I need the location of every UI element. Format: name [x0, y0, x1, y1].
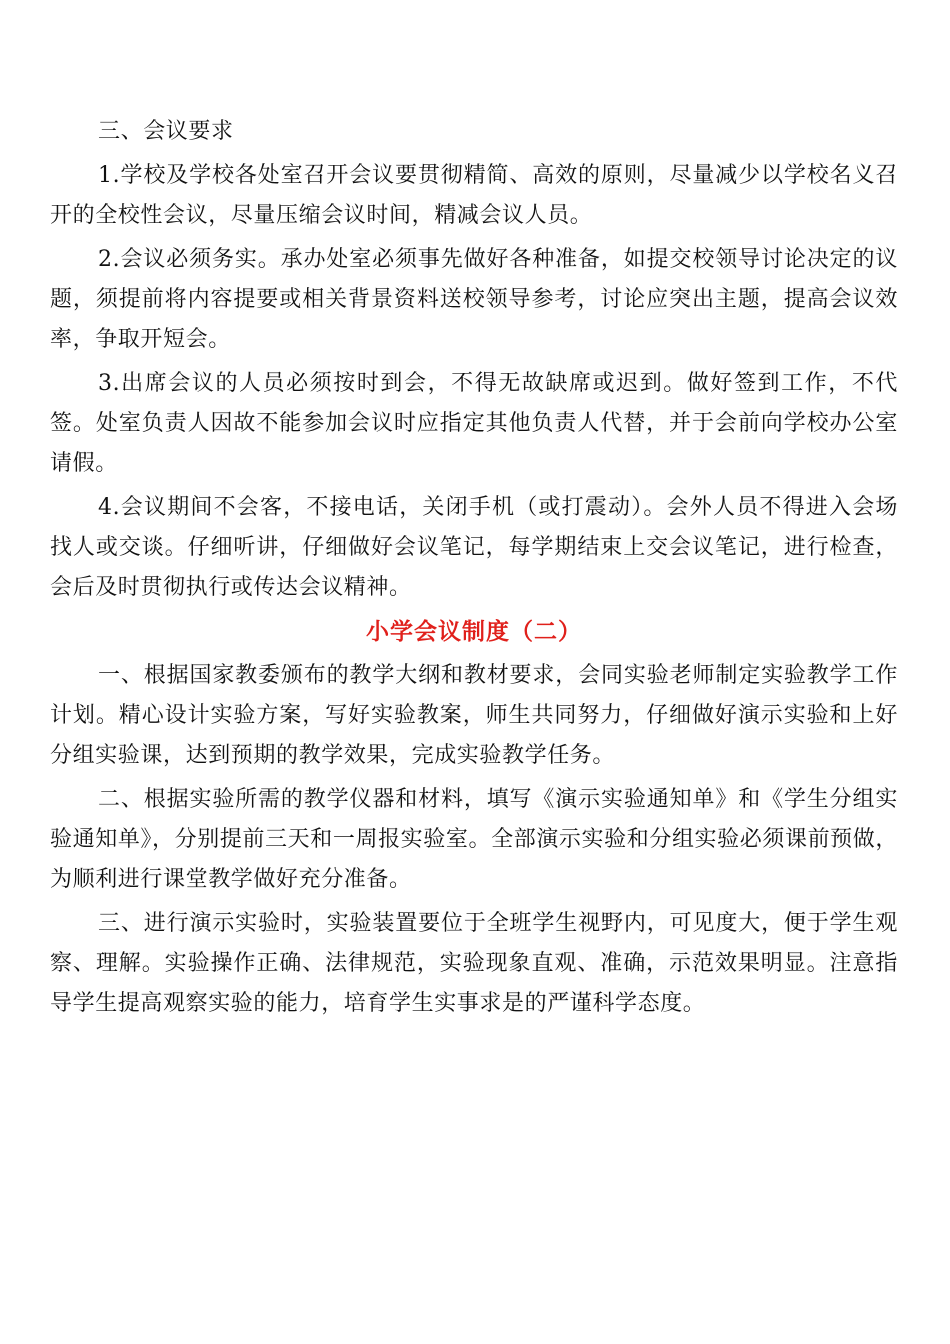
section-heading-meeting-requirements: 三、会议要求 — [98, 119, 234, 144]
paragraph-rule-2: 二、根据实验所需的教学仪器和材料，填写《演示实验通知单》和《学生分组实验通知单》，分别提前三天和一周报实验室。全部演示实验和分组实验必须课前预做，为顺利进行课堂教学做好充分准备。 — [50, 787, 898, 892]
document-title: 小学会议制度（二） — [366, 618, 582, 645]
paragraph-item-1: 1.学校及学校各处室召开会议要贯彻精简、高效的原则，尽量减少以学校名义召开的全校性会议，尽量压缩会议时间，精减会议人员。 — [50, 163, 898, 228]
document-page — [50, 112, 898, 1028]
paragraph-item-4: 4.会议期间不会客，不接电话，关闭手机（或打震动）。会外人员不得进入会场找人或交谈。仔细听讲，仔细做好会议笔记，每学期结束上交会议笔记，进行检查，会后及时贯彻执行或传达会议精神。 — [50, 495, 898, 600]
paragraph-rule-1: 一、根据国家教委颁布的教学大纲和教材要求，会同实验老师制定实验教学工作计划。精心设计实验方案，写好实验教案，师生共同努力，仔细做好演示实验和上好分组实验课，达到预期的教学效果，完成实验教学任务。 — [50, 663, 898, 768]
paragraph-item-2: 2.会议必须务实。承办处室必须事先做好各种准备，如提交校领导讨论决定的议题，须提前将内容提要或相关背景资料送校领导参考，讨论应突出主题，提高会议效率，争取开短会。 — [50, 247, 898, 352]
paragraph-item-3: 3.出席会议的人员必须按时到会，不得无故缺席或迟到。做好签到工作，不代签。处室负责人因故不能参加会议时应指定其他负责人代替，并于会前向学校办公室请假。 — [50, 371, 898, 476]
paragraph-rule-3: 三、进行演示实验时，实验装置要位于全班学生视野内，可见度大，便于学生观察、理解。实验操作正确、法律规范，实验现象直观、准确，示范效果明显。注意指导学生提高观察实验的能力，培育学生实事求是的严谨科学态度。 — [50, 911, 898, 1016]
